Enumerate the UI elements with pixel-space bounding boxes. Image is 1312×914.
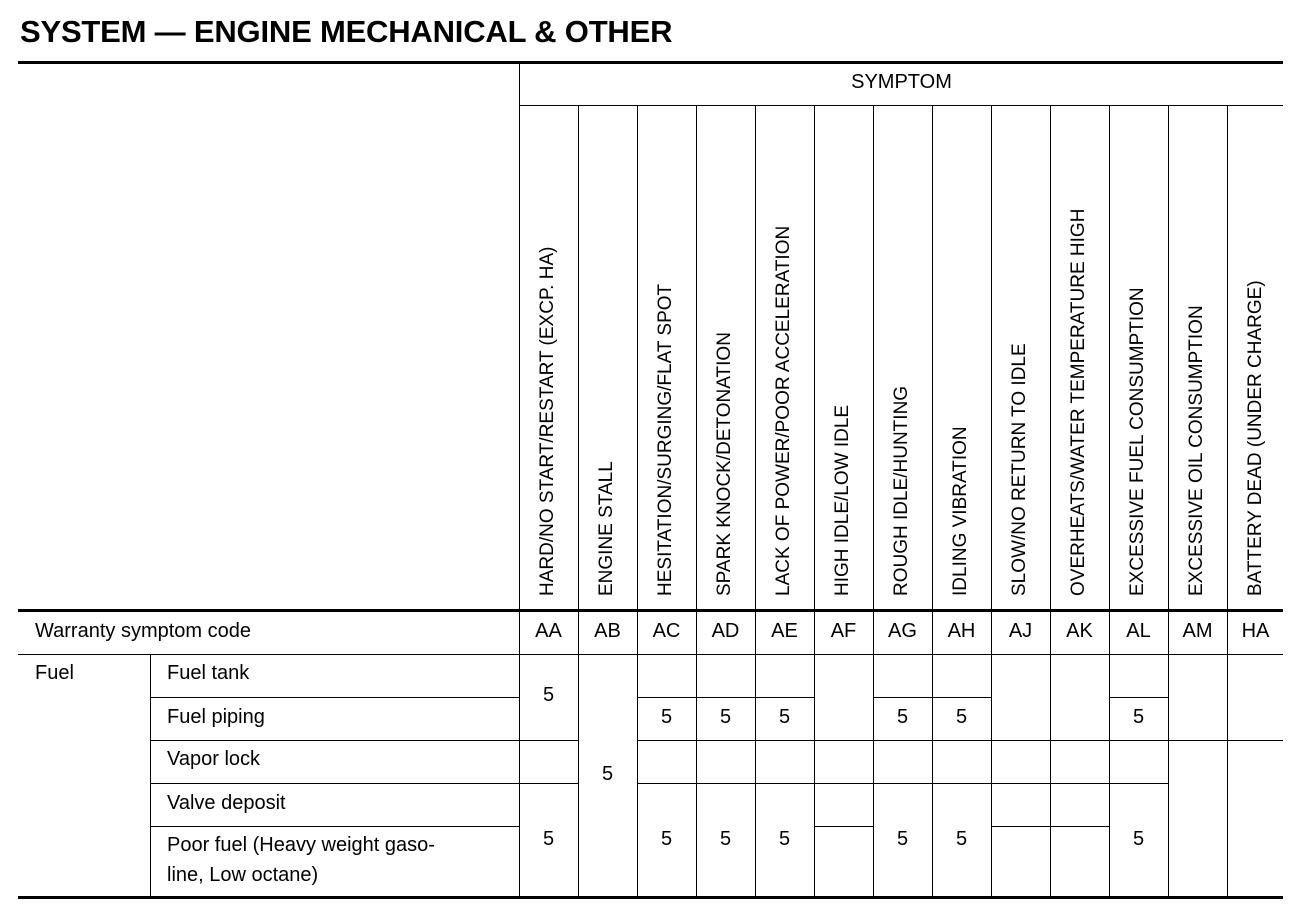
col-divider <box>1227 105 1228 655</box>
cell-divider <box>637 740 814 741</box>
cell-divider <box>814 783 873 784</box>
symptom-label-aa: HARD/NO START/RESTART (EXCP. HA) <box>537 246 558 596</box>
col-divider <box>932 105 933 655</box>
cell-divider <box>1109 697 1168 698</box>
row-divider <box>150 826 520 827</box>
symptom-code-ak: AK <box>1066 620 1093 642</box>
col-divider <box>873 105 874 655</box>
cell-divider <box>519 740 578 741</box>
cell-divider <box>991 826 1109 827</box>
table-bottom-border <box>18 896 1283 899</box>
col-divider <box>1050 105 1051 655</box>
value-al-valve-poor: 5 <box>1132 828 1145 850</box>
col-divider <box>932 654 933 897</box>
symptom-label-ab: ENGINE STALL <box>596 461 617 596</box>
value-ag-fuel-piping: 5 <box>896 706 909 728</box>
symptom-label-al: EXCESSIVE FUEL CONSUMPTION <box>1127 287 1148 596</box>
col-divider <box>755 105 756 655</box>
value-ac-fuel-piping: 5 <box>660 706 673 728</box>
item-fuel-piping: Fuel piping <box>167 706 265 728</box>
symptom-code-af: AF <box>830 620 857 642</box>
col-divider <box>873 654 874 897</box>
symptom-label-am: EXCESSIVE OIL CONSUMPTION <box>1186 305 1207 596</box>
warranty-label: Warranty symptom code <box>35 620 251 642</box>
item-poor-fuel-line1: Poor fuel (Heavy weight gaso- <box>167 834 435 856</box>
value-aa-valve-poor: 5 <box>542 828 555 850</box>
symptom-code-ha: HA <box>1241 620 1270 642</box>
page-title: SYSTEM — ENGINE MECHANICAL & OTHER <box>20 14 673 49</box>
symptom-header: SYMPTOM <box>851 71 952 93</box>
symptom-label-ag: ROUGH IDLE/HUNTING <box>891 385 912 596</box>
symptom-code-ah: AH <box>947 620 976 642</box>
col-divider <box>1109 105 1110 655</box>
value-ad-valve-poor: 5 <box>719 828 732 850</box>
col-divider <box>696 654 697 897</box>
col-divider <box>1109 654 1110 897</box>
value-ag-valve-poor: 5 <box>896 828 909 850</box>
cell-divider <box>1109 740 1168 741</box>
row-divider <box>150 740 520 741</box>
symptom-code-aj: AJ <box>1008 620 1033 642</box>
cell-divider <box>1109 783 1168 784</box>
value-aa-fuel-tank-piping: 5 <box>542 684 555 706</box>
symptom-label-ah: IDLING VIBRATION <box>950 426 971 596</box>
cell-divider <box>1168 740 1283 741</box>
col-divider <box>991 105 992 655</box>
row-divider <box>150 783 520 784</box>
cell-divider <box>814 826 873 827</box>
item-vapor-lock: Vapor lock <box>167 748 261 770</box>
col-divider <box>637 105 638 655</box>
cell-divider <box>814 740 873 741</box>
header-bottom-border <box>18 609 1283 612</box>
cell-divider <box>991 740 1109 741</box>
cell-divider <box>519 783 578 784</box>
col-divider <box>755 654 756 897</box>
item-valve-deposit: Valve deposit <box>167 792 286 814</box>
col-divider <box>814 654 815 897</box>
value-ab-merged: 5 <box>601 763 614 785</box>
symptom-label-af: HIGH IDLE/LOW IDLE <box>832 404 853 596</box>
value-ae-valve-poor: 5 <box>778 828 791 850</box>
cell-divider <box>873 783 991 784</box>
col-divider <box>1227 654 1228 897</box>
symptom-code-al: AL <box>1126 620 1151 642</box>
cell-divider <box>637 783 814 784</box>
table-top-border <box>18 61 1283 64</box>
symptom-label-ad: SPARK KNOCK/DETONATION <box>714 332 735 596</box>
symptom-label-aj: SLOW/NO RETURN TO IDLE <box>1009 343 1030 596</box>
value-al-fuel-piping: 5 <box>1132 706 1145 728</box>
col-divider <box>1050 654 1051 897</box>
value-ah-fuel-piping: 5 <box>955 706 968 728</box>
symptom-label-ak: OVERHEATS/WATER TEMPERATURE HIGH <box>1068 208 1089 596</box>
group-column-divider <box>150 654 151 897</box>
item-poor-fuel-line2: line, Low octane) <box>167 864 319 886</box>
symptom-code-am: AM <box>1182 620 1213 642</box>
symptom-code-ag: AG <box>888 620 917 642</box>
cell-divider <box>873 697 991 698</box>
col-divider <box>814 105 815 655</box>
group-label-fuel: Fuel <box>35 662 74 684</box>
symptom-code-ac: AC <box>652 620 681 642</box>
symptom-code-aa: AA <box>535 620 562 642</box>
col-divider <box>1168 654 1169 897</box>
cell-divider <box>873 740 991 741</box>
col-divider <box>991 654 992 897</box>
symptom-label-ac: HESITATION/SURGING/FLAT SPOT <box>655 283 676 596</box>
value-ah-valve-poor: 5 <box>955 828 968 850</box>
value-ac-valve-poor: 5 <box>660 828 673 850</box>
item-fuel-tank: Fuel tank <box>167 662 250 684</box>
row-divider <box>150 697 520 698</box>
cell-divider <box>637 697 814 698</box>
col-divider <box>696 105 697 655</box>
cell-divider <box>991 783 1109 784</box>
symptom-code-ab: AB <box>594 620 621 642</box>
label-column-divider <box>519 61 520 898</box>
value-ad-fuel-piping: 5 <box>719 706 732 728</box>
col-divider <box>1168 105 1169 655</box>
symptom-code-ad: AD <box>711 620 740 642</box>
col-divider <box>578 105 579 655</box>
symptom-label-ha: BATTERY DEAD (UNDER CHARGE) <box>1245 280 1266 596</box>
warranty-row-divider <box>18 654 1283 655</box>
symptom-code-ae: AE <box>771 620 798 642</box>
col-divider <box>637 654 638 897</box>
symptom-label-ae: LACK OF POWER/POOR ACCELERATION <box>773 225 794 596</box>
value-ae-fuel-piping: 5 <box>778 706 791 728</box>
